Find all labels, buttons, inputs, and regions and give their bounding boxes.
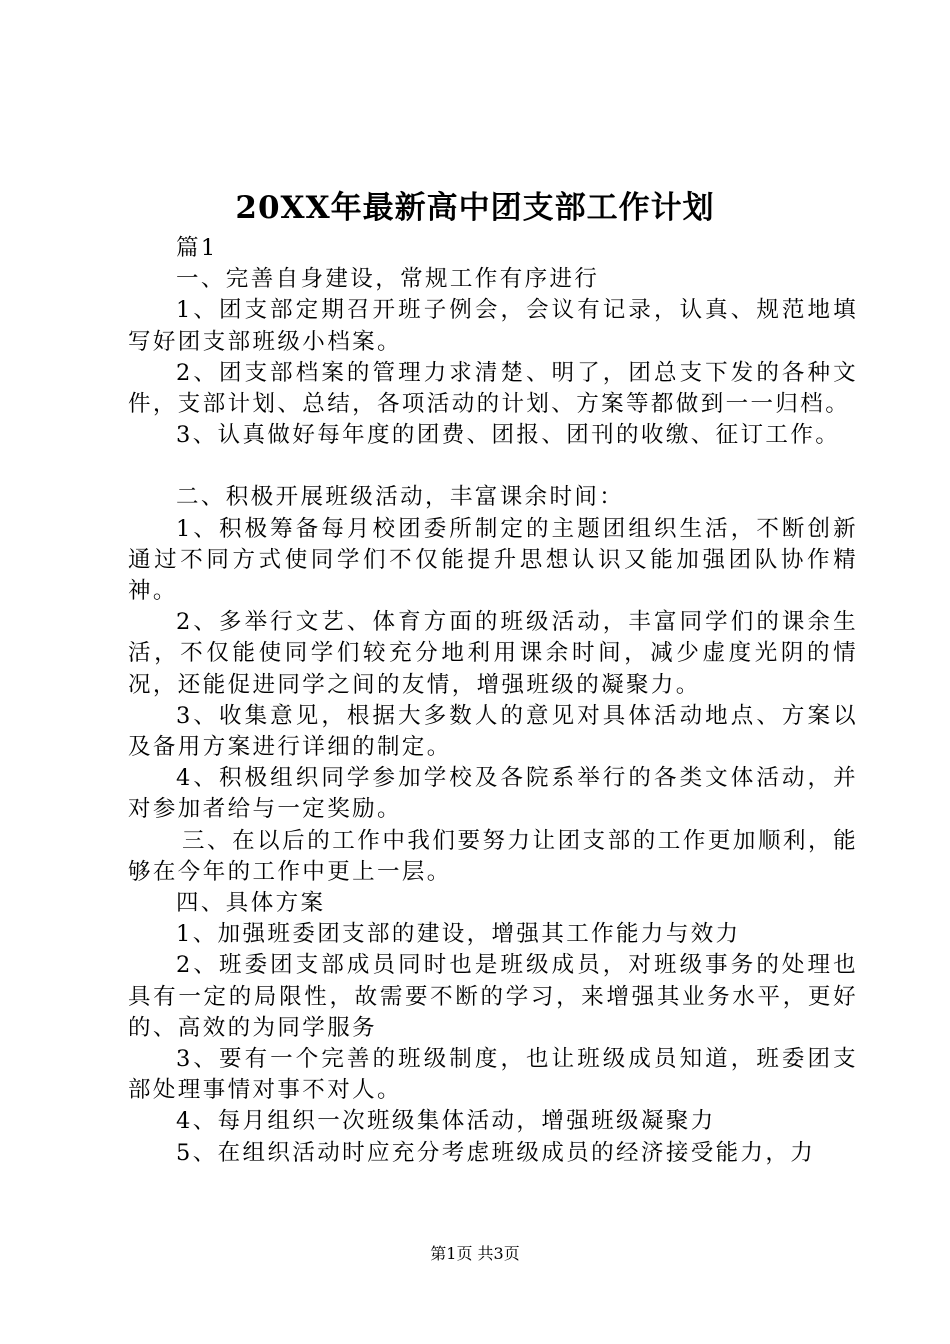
paragraph-heading-2: 二、积极开展班级活动，丰富课余时间： xyxy=(176,484,625,511)
paragraph-heading-1: 一、完善自身建设，常规工作有序进行 xyxy=(176,266,600,293)
paragraph-4-1: 1、加强班委团支部的建设，增强其工作能力与效力 xyxy=(176,921,741,948)
paragraph-1-3: 3、认真做好每年度的团费、团报、团刊的收缴、征订工作。 xyxy=(176,422,841,449)
paragraph-2-2: 2、多举行文艺、体育方面的班级活动，丰富同学们的课余生活，不仅能使同学们较充分地利用课余时间，减少虚度光阴的情况，还能促进同学之间的友情，增强班级的凝聚力。 xyxy=(128,609,858,698)
page-footer: 第1页 共3页 xyxy=(430,1244,520,1263)
paragraph-2-1: 1、积极筹备每月校团委所制定的主题团组织生活，不断创新通过不同方式使同学们不仅能提升思想认识又能加强团队协作精神。 xyxy=(128,515,858,605)
paragraph-section-label: 篇1 xyxy=(176,235,218,261)
paragraph-1-1: 1、团支部定期召开班子例会，会议有记录，认真、规范地填写好团支部班级小档案。 xyxy=(128,297,858,355)
paragraph-1-2: 2、团支部档案的管理力求清楚、明了，团总支下发的各种文件，支部计划、总结，各项活动的计划、方案等都做到一一归档。 xyxy=(128,359,858,418)
paragraph-heading-4: 四、具体方案 xyxy=(176,890,326,917)
paragraph-2-4: 4、积极组织同学参加学校及各院系举行的各类文体活动，并对参加者给与一定奖励。 xyxy=(128,765,858,823)
document-title: 20XX年最新高中团支部工作计划 xyxy=(235,190,715,226)
paragraph-2-3: 3、收集意见，根据大多数人的意见对具体活动地点、方案以及备用方案进行详细的制定。 xyxy=(128,702,858,761)
paragraph-4-3: 3、要有一个完善的班级制度，也让班级成员知道，班委团支部处理事情对事不对人。 xyxy=(128,1046,858,1104)
document-body xyxy=(128,233,858,1169)
paragraph-heading-3: 三、在以后的工作中我们要努力让团支部的工作更加顺利，能够在今年的工作中更上一层。 xyxy=(128,827,858,885)
paragraph-4-4: 4、每月组织一次班级集体活动，增强班级凝聚力 xyxy=(176,1108,716,1135)
paragraph-4-2: 2、班委团支部成员同时也是班级成员，对班级事务的处理也具有一定的局限性，故需要不断的学习，来增强其业务水平，更好的、高效的为同学服务 xyxy=(128,952,858,1041)
paragraph-4-5: 5、在组织活动时应充分考虑班级成员的经济接受能力，力 xyxy=(176,1139,816,1166)
